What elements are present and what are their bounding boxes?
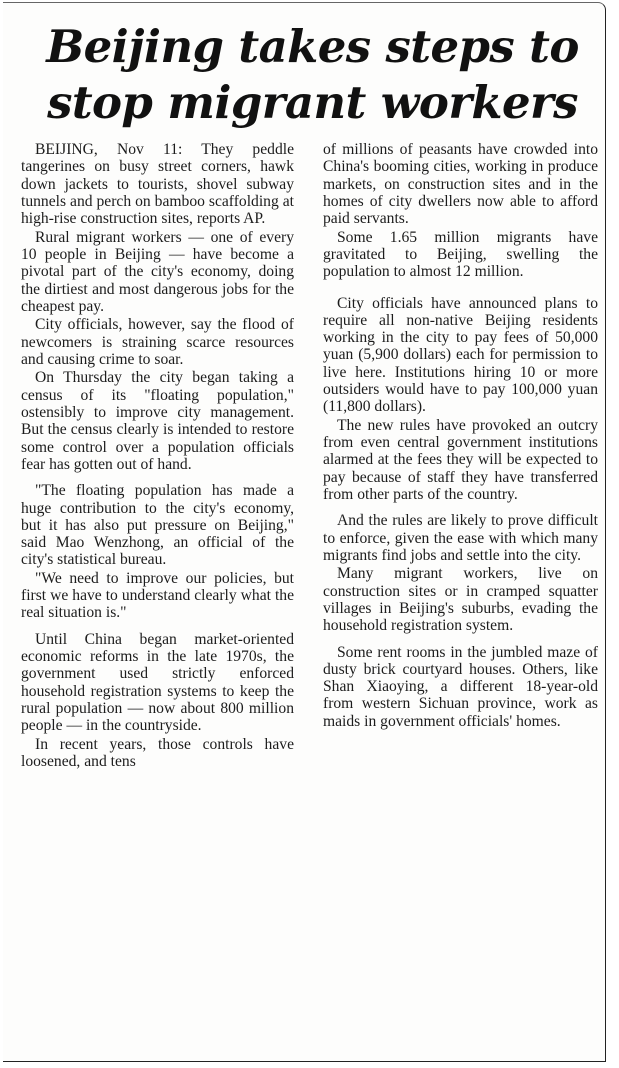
paragraph: Some 1.65 million migrants have gravitated to Beijing, swelling the population to almost 12 million. [323,228,598,281]
paragraph: Many migrant workers, live on construction sites or in cramped squatter villages in Beijing's suburbs, evading the household registration system. [323,565,598,635]
paragraph: And the rules are likely to prove difficult to enforce, given the ease with which many migrants find jobs and settle into the city. [323,512,598,564]
paragraph: BEIJING, Nov 11: They peddle tangerines on busy street corners, hawk down jackets to tourists, shovel subway tunnels and perch on bamboo scaffolding at high-rise construction sites, reports AP. [21,141,294,228]
paragraph: "The floating population has made a huge contribution to the city's economy, but it has also put pressure on Beijing," said Mao Wenzhong, an official of the city's statistical bureau. [21,482,294,569]
paragraph: Some rent rooms in the jumbled maze of dusty brick courtyard houses. Others, like Shan Xiaoying, a different 18-year-old from western Sichuan province, work as maids in government officials' homes. [323,643,598,730]
paragraph: City officials, however, say the flood of newcomers is straining scarce resources and causing crime to soar. [21,316,294,368]
paragraph: In recent years, those controls have loosened, and tens [21,735,294,771]
paragraph: "We need to improve our policies, but first we have to understand clearly what the real situation is." [21,569,294,622]
paragraph: The new rules have provoked an outcry from even central government institutions alarmed at the fees they will be expected to pay because of staff they have transferred from other parts of the country. [323,416,598,504]
newspaper-clipping [3,2,606,1062]
right-column [323,141,598,731]
paragraph: On Thursday the city began taking a census of its "floating population," ostensibly to improve city management. But the census clearly is intended to restore some control over a population officials fear has gotten out of hand. [21,369,294,473]
headline-line-1: Beijing takes steps to [46,20,579,73]
paragraph: Rural migrant workers — one of every 10 people in Beijing — have become a pivotal part of the city's economy, doing the dirtiest and most dangerous jobs for the cheapest pay. [21,228,294,315]
headline-line-2: stop migrant workers [47,76,578,129]
paragraph: City officials have announced plans to require all non-native Beijing residents working in the city to pay fees of 50,000 yuan (5,900 dollars) each for permission to live here. Institutions hiring 10 or more outsiders would have to pay 100,000 yuan (11,800 dollars). [323,294,598,416]
left-column [21,141,294,772]
paragraph: Until China began market-oriented economic reforms in the late 1970s, the government used strictly enforced household registration systems to keep the rural population — now about 800 million people — in the countryside. [21,630,294,735]
paragraph: of millions of peasants have crowded into China's booming cities, working in produce markets, on construction sites and in the homes of city dwellers now able to afford paid servants. [323,141,598,228]
